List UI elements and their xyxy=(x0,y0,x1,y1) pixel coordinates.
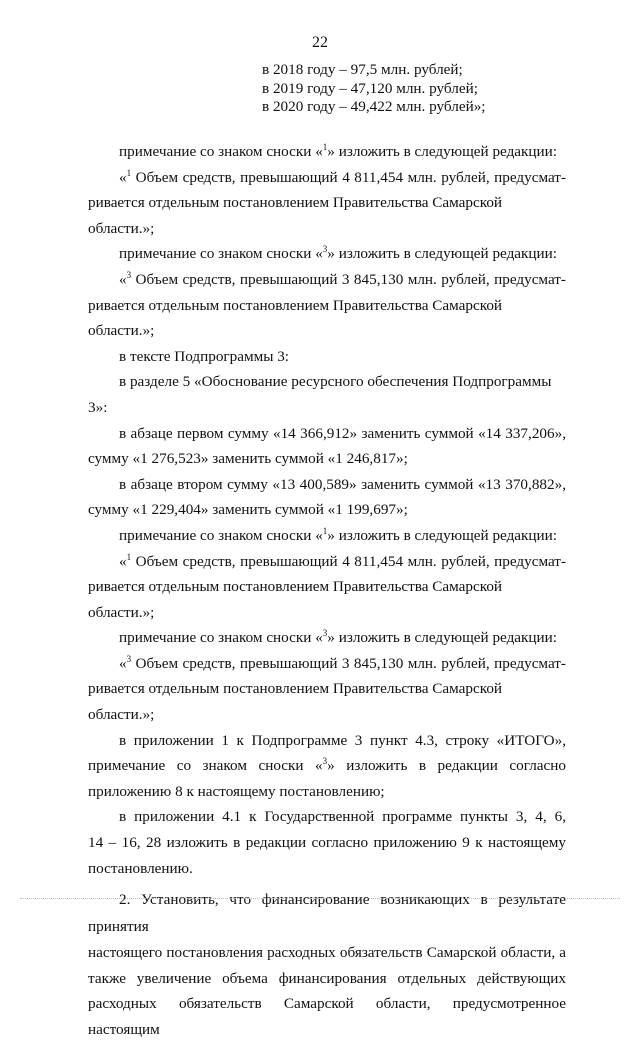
clause-2-line4: расходных обязательств Самарской области, предусмотренное настоящим xyxy=(88,995,566,1038)
quote-footnote-3-repeat-line2: ривается отдельным постановлением Правительства Самарской области.»; xyxy=(88,680,503,724)
quote-footnote-3-line1: «$^3$ Объем средств, превышающий 3 845,130 млн. рублей, предусмат- xyxy=(119,269,566,288)
quote-footnote-3-repeat-line1: «$^3$ Объем средств, превышающий 3 845,130 млн. рублей, предусмат- xyxy=(119,653,566,672)
funding-amounts xyxy=(262,61,486,117)
paragraph-first-line2: сумму «1 276,523» заменить суммой «1 246,817»; xyxy=(88,450,408,468)
appendix-4-1-line1: в приложении 4.1 к Государственной программе пункты 3, 4, 6, xyxy=(119,808,566,826)
note-footnote-1: примечание со знаком сноски «$^1$» изложить в следующей редакции: xyxy=(119,142,558,160)
appendix-1-line2: примечание со знаком сноски «$^3$» изложить в редакции согласно xyxy=(88,756,567,775)
amount-2019: в 2019 году – 47,120 млн. рублей; xyxy=(262,79,478,97)
quote-footnote-1-line1: «$^1$ Объем средств, превышающий 4 811,454 млн. рублей, предусмат- xyxy=(119,167,566,186)
document-body xyxy=(88,127,566,1043)
appendix-4-1-line2: 14 – 16, 28 изложить в редакции согласно приложению 9 к настоящему xyxy=(88,834,566,852)
note-footnote-3-repeat: примечание со знаком сноски «$^3$» изложить в следующей редакции: xyxy=(119,628,558,647)
quote-footnote-1-line2: ривается отдельным постановлением Правительства Самарской области.»; xyxy=(88,194,503,237)
scan-bottom-edge xyxy=(20,898,620,899)
quote-footnote-1-repeat-line2: ривается отдельным постановлением Правительства Самарской области.»; xyxy=(88,578,503,621)
appendix-1-line3: приложению 8 к настоящему постановлению; xyxy=(88,782,385,800)
clause-2-line1: 2. Установить, что финансирование возникающих в результате принятия xyxy=(88,891,566,935)
paragraph-second-line1: в абзаце втором сумму «13 400,589» заменить суммой «13 370,882», xyxy=(119,475,566,493)
in-text-subprogram: в тексте Подпрограммы 3: xyxy=(119,347,290,365)
quote-footnote-3-line2: ривается отдельным постановлением Правительства Самарской области.»; xyxy=(88,296,503,340)
paragraph-first-line1: в абзаце первом сумму «14 366,912» заменить суммой «14 337,206», xyxy=(119,424,566,442)
appendix-1-line1: в приложении 1 к Подпрограмме 3 пункт 4.3, строку «ИТОГО», xyxy=(119,731,566,749)
clause-2-line3: также увеличение объема финансирования отдельных действующих xyxy=(88,969,566,987)
paragraph-second-line2: сумму «1 229,404» заменить суммой «1 199,697»; xyxy=(88,501,408,519)
quote-footnote-1-repeat-line1: «$^1$ Объем средств, превышающий 4 811,454 млн. рублей, предусмат- xyxy=(119,551,566,570)
note-footnote-1-repeat: примечание со знаком сноски «$^1$» изложить в следующей редакции: xyxy=(119,525,558,544)
note-footnote-3: примечание со знаком сноски «$^3$» изложить в следующей редакции: xyxy=(119,244,558,263)
amount-2018: в 2018 году – 97,5 млн. рублей; xyxy=(262,61,463,78)
appendix-4-1-line3: постановлению. xyxy=(88,859,193,877)
section-5: в разделе 5 «Обоснование ресурсного обеспечения Подпрограммы 3»: xyxy=(88,373,552,416)
amount-2020: в 2020 году – 49,422 млн. рублей»; xyxy=(262,98,486,115)
clause-2-line2: настоящего постановления расходных обязательств Самарской области, а xyxy=(88,944,566,962)
page-number: 22 xyxy=(312,34,328,51)
